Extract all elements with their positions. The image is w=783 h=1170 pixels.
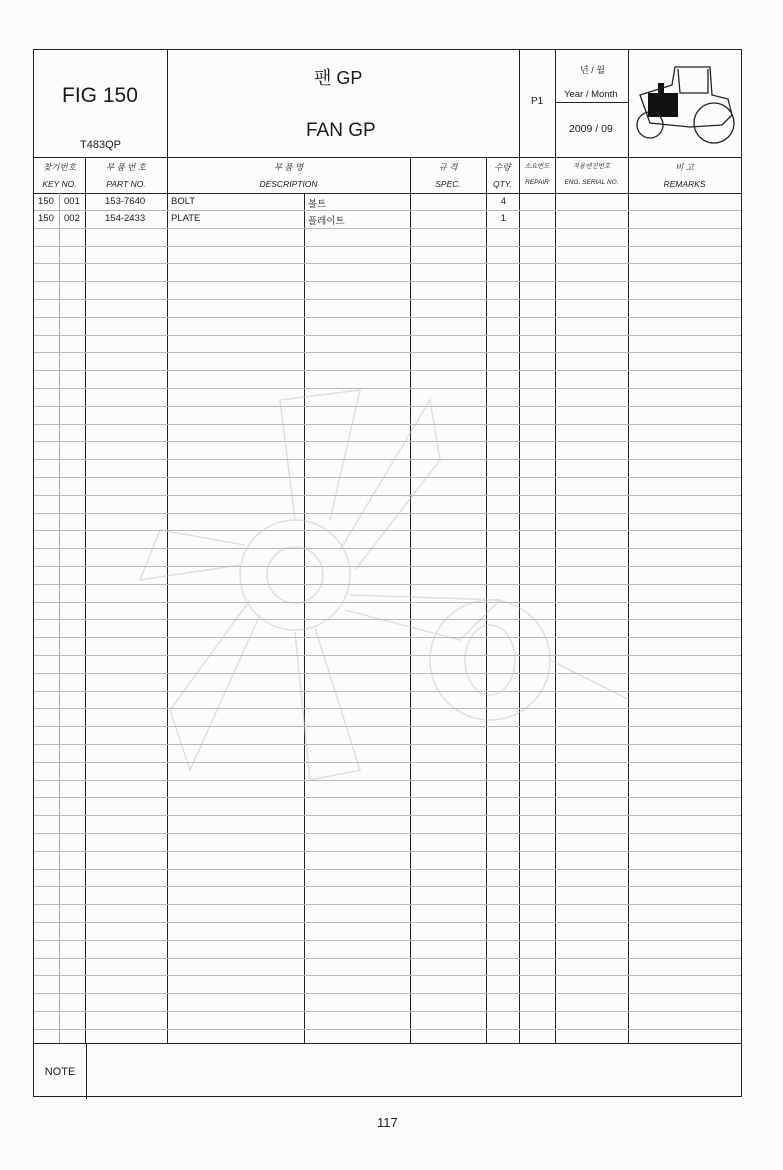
row1-key-item: 001 — [64, 196, 80, 207]
table-row — [34, 940, 741, 941]
col-key-en: KEY NO. — [42, 179, 77, 189]
year-month-label-korean: 년 / 월 — [580, 65, 605, 75]
row2-key-group: 150 — [38, 213, 54, 224]
row1-key-group: 150 — [38, 196, 54, 207]
group-title-korean: 팬 GP — [314, 68, 363, 88]
table-row — [34, 975, 741, 976]
table-row — [34, 299, 741, 300]
col-repair-en: REPAIR — [525, 179, 549, 186]
row2-part-number: 154-2433 — [105, 213, 146, 224]
model-code: T483QP — [80, 139, 121, 151]
col-part-ko: 부 품 번 호 — [106, 162, 146, 172]
table-row — [34, 352, 741, 353]
col-desc-en: DESCRIPTION — [259, 179, 318, 189]
page-code: P1 — [531, 96, 544, 107]
row1-description-korean: 볼트 — [308, 199, 327, 210]
col-engserial-en: ENG. SERIAL NO. — [564, 179, 619, 186]
page-number: 117 — [377, 1115, 398, 1130]
figure-number: FIG 150 — [62, 84, 138, 107]
table-row — [34, 246, 741, 247]
row1-description: BOLT — [171, 196, 196, 207]
table-row — [34, 815, 741, 816]
col-engserial-ko: 적용엔진번호 — [572, 163, 611, 170]
col-key-ko: 찾기번호 — [43, 162, 76, 172]
issue-date: 2009 / 09 — [569, 123, 613, 135]
table-row — [34, 210, 741, 211]
col-spec-en: SPEC. — [435, 179, 461, 189]
table-row — [34, 281, 741, 282]
col-remarks-ko: 비 고 — [675, 162, 694, 172]
table-row — [34, 904, 741, 905]
table-row — [34, 851, 741, 852]
table-row — [34, 228, 741, 229]
table-row — [34, 1011, 741, 1012]
row2-description-korean: 플레이트 — [308, 216, 345, 227]
table-row — [34, 958, 741, 959]
col-qty-ko: 수량 — [494, 162, 511, 172]
col-desc-ko: 부 품 명 — [273, 162, 304, 172]
table-row — [34, 335, 741, 336]
row2-key-item: 002 — [64, 213, 80, 224]
table-row — [34, 886, 741, 887]
col-part-en: PART NO. — [106, 179, 146, 189]
table-row — [34, 869, 741, 870]
table-row — [34, 317, 741, 318]
column-header-row — [34, 157, 741, 194]
col-remarks-en: REMARKS — [663, 179, 706, 189]
col-repair-ko: 소요번도 — [524, 163, 550, 170]
table-row — [34, 833, 741, 834]
col-spec-ko: 규 격 — [438, 162, 458, 172]
tractor-icon — [630, 55, 738, 151]
fan-illustration-watermark — [130, 370, 650, 800]
note-section — [34, 1043, 741, 1099]
col-qty-en: QTY. — [492, 179, 513, 189]
row2-description: PLATE — [171, 213, 201, 224]
group-title-english: FAN GP — [306, 120, 376, 141]
year-month-label: Year / Month — [564, 89, 618, 100]
table-row — [34, 922, 741, 923]
row1-part-number: 153-7640 — [105, 196, 146, 207]
note-label: NOTE — [34, 1044, 87, 1099]
table-row — [34, 993, 741, 994]
row2-qty: 1 — [500, 213, 506, 224]
table-row — [34, 1029, 741, 1030]
table-row — [34, 263, 741, 264]
row1-qty: 4 — [500, 196, 506, 207]
